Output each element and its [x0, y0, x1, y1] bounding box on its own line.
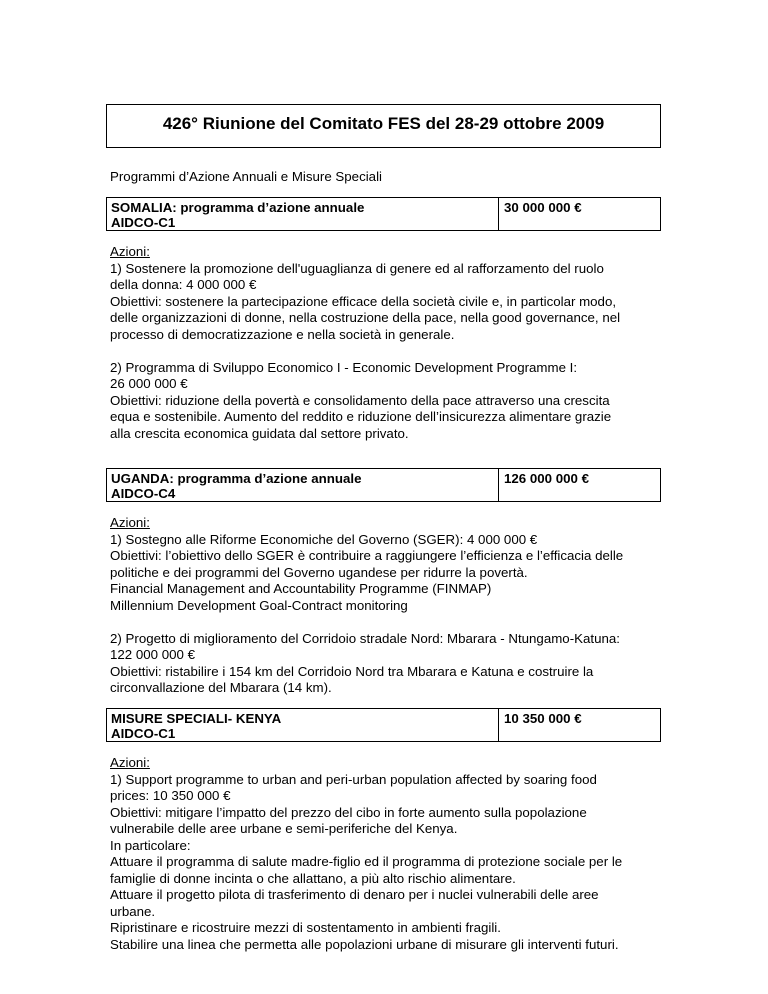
body-line: alla crescita economica guidata dal settore privato. — [110, 425, 409, 441]
section-code: AIDCO-C1 — [111, 726, 176, 741]
section-body-uganda — [110, 515, 670, 697]
body-line: circonvallazione del Mbarara (14 km). — [110, 680, 332, 695]
section-body-somalia — [110, 244, 670, 442]
section-header-kenya — [106, 708, 661, 742]
section-header-somalia — [106, 197, 661, 231]
section-title: MISURE SPECIALI- KENYA — [111, 711, 282, 726]
section-body-kenya — [110, 755, 670, 953]
body-line — [110, 343, 670, 360]
section-code: AIDCO-C4 — [111, 486, 176, 501]
body-line: Obiettivi: sostenere la partecipazione efficace della società civile e, in particolar modo, — [110, 293, 617, 309]
body-line: 2) Programma di Sviluppo Economico I - Economic Development Programme I: — [110, 359, 578, 375]
section-header-uganda — [106, 468, 661, 502]
section-code: AIDCO-C1 — [111, 215, 176, 230]
body-line: Stabilire una linea che permetta alle popolazioni urbane di misurare gli interventi futuri. — [110, 936, 619, 952]
azioni-label: Azioni: — [110, 755, 150, 770]
section-header-left — [107, 198, 499, 230]
body-line: 1) Sostegno alle Riforme Economiche del Governo (SGER): 4 000 000 € — [110, 531, 538, 547]
body-line: prices: 10 350 000 € — [110, 788, 231, 803]
body-line: equa e sostenibile. Aumento del reddito e riduzione dell’insicurezza alimentare grazie — [110, 409, 612, 424]
section-title: UGANDA: programma d’azione annuale — [111, 471, 362, 486]
body-line: della donna: 4 000 000 € — [110, 277, 257, 292]
section-amount: 30 000 000 € — [504, 200, 582, 215]
body-line: Financial Management and Accountability Programme (FINMAP) — [110, 581, 492, 596]
body-line: 1) Support programme to urban and peri-urban population affected by soaring food — [110, 771, 597, 787]
body-line: Attuare il programma di salute madre-figlio ed il programma di protezione sociale per le — [110, 854, 623, 869]
section-amount: 126 000 000 € — [504, 471, 590, 486]
body-line: urbane. — [110, 903, 156, 919]
body-line: 122 000 000 € — [110, 647, 196, 662]
title-box — [106, 104, 661, 148]
azioni-label: Azioni: — [110, 515, 150, 530]
body-line: famiglie di donne incinta o che allattano, a più alto rischio alimentare. — [110, 870, 516, 886]
body-line: delle organizzazioni di donne, nella costruzione della pace, nella good governance, nel — [110, 310, 621, 325]
body-line: Obiettivi: mitigare l’impatto del prezzo del cibo in forte aumento sulla popolazione — [110, 804, 587, 820]
section-title: SOMALIA: programma d’azione annuale — [111, 200, 365, 215]
body-line: Obiettivi: riduzione della povertà e consolidamento della pace attraverso una crescita — [110, 392, 610, 408]
body-line: 26 000 000 € — [110, 376, 188, 391]
body-line: Obiettivi: l’obiettivo dello SGER è contribuire a raggiungere l’efficienza e l’efficacia delle — [110, 548, 624, 563]
section-header-left — [107, 709, 499, 741]
document-subtitle: Programmi d’Azione Annuali e Misure Speciali — [110, 169, 382, 184]
body-line: 1) Sostenere la promozione dell'uguaglianza di genere ed al rafforzamento del ruolo — [110, 260, 604, 276]
body-line — [110, 614, 670, 631]
body-line: processo di democratizzazione e nella società in generale. — [110, 326, 455, 342]
body-line: 2) Progetto di miglioramento del Corridoio stradale Nord: Mbarara - Ntungamo-Katuna: — [110, 630, 620, 646]
body-line: Attuare il progetto pilota di trasferimento di denaro per i nuclei vulnerabili delle aree — [110, 887, 599, 902]
section-header-left — [107, 469, 499, 501]
body-line: Obiettivi: ristabilire i 154 km del Corridoio Nord tra Mbarara e Katuna e costruire la — [110, 663, 594, 679]
body-line: vulnerabile delle aree urbane e semi-periferiche del Kenya. — [110, 821, 458, 836]
body-line: Ripristinare e ricostruire mezzi di sostentamento in ambienti fragili. — [110, 920, 501, 935]
document-title: 426° Riunione del Comitato FES del 28-29 ottobre 2009 — [162, 114, 605, 133]
azioni-label: Azioni: — [110, 244, 150, 259]
body-line: politiche e dei programmi del Governo ugandese per ridurre la povertà. — [110, 564, 528, 580]
body-line: Millennium Development Goal-Contract monitoring — [110, 597, 408, 613]
body-line: In particolare: — [110, 837, 191, 853]
section-amount: 10 350 000 € — [504, 711, 582, 726]
